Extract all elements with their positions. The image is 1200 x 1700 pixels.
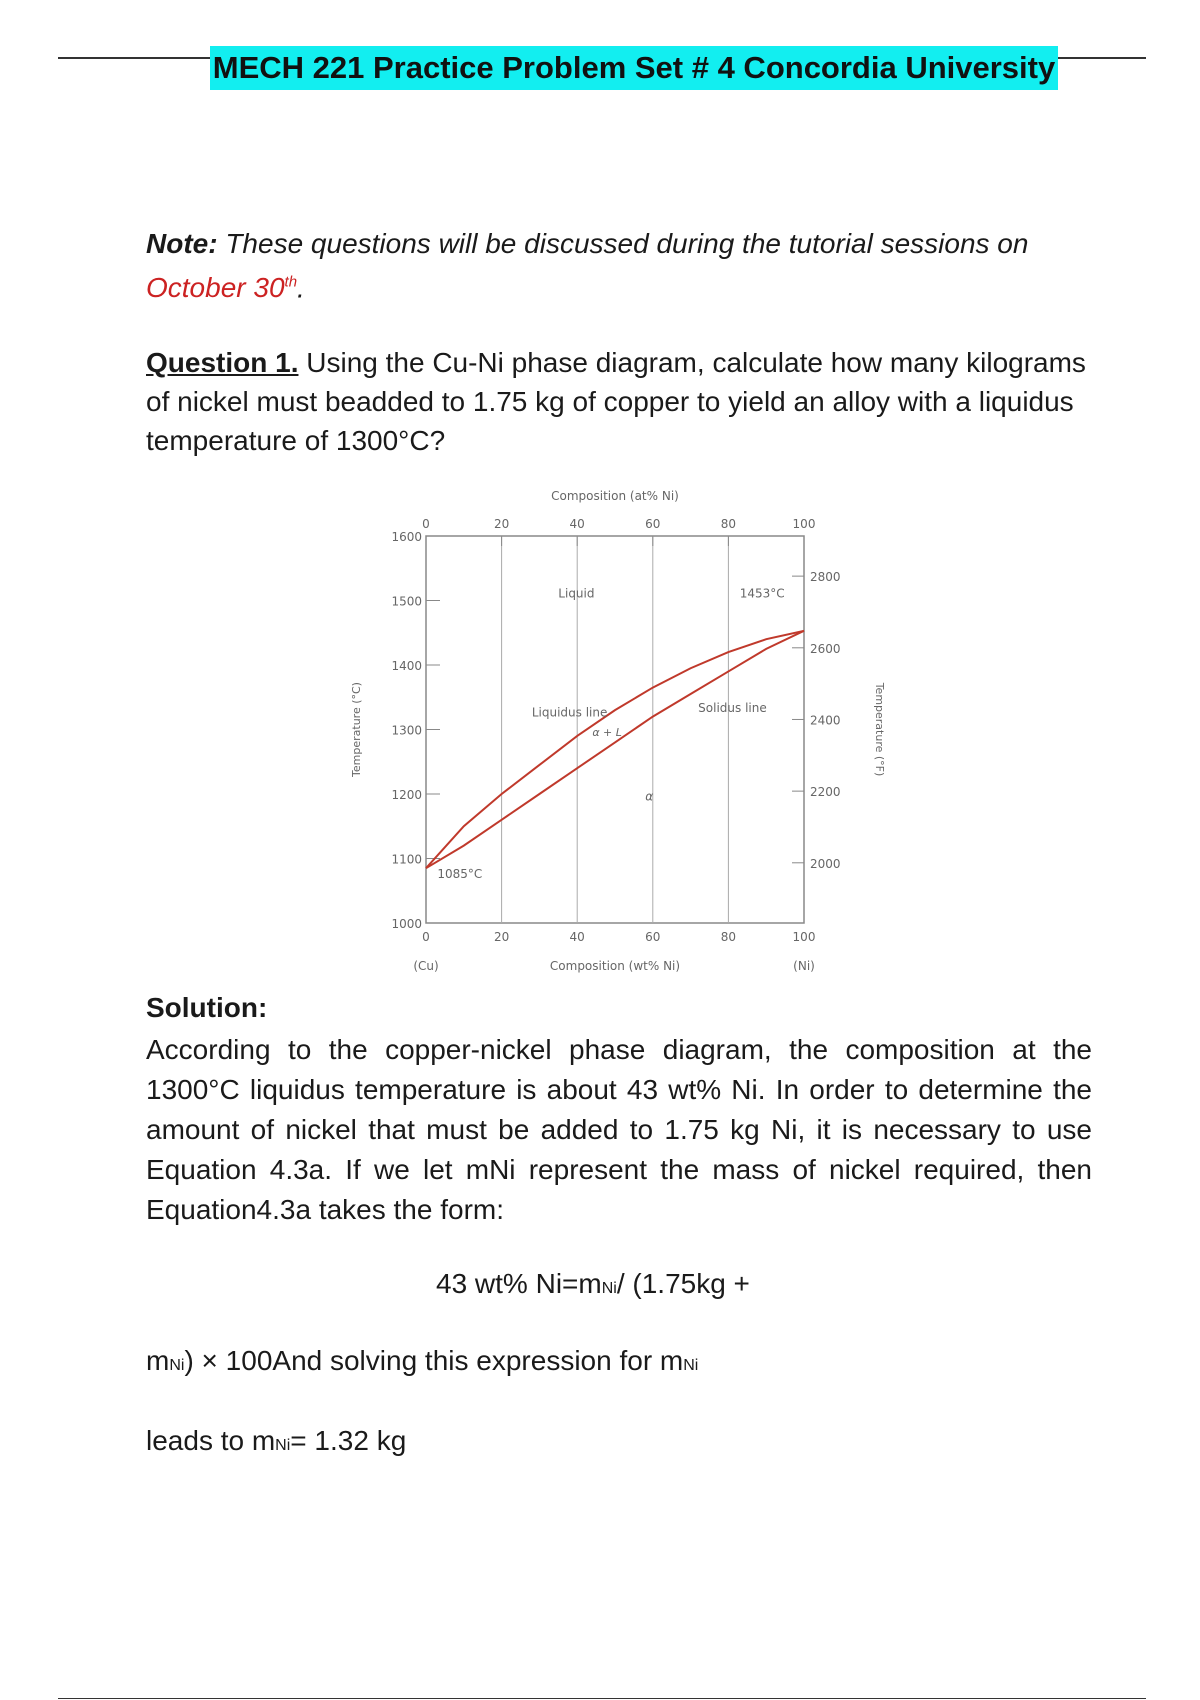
solution-body: According to the copper-nickel phase diagram, the composition at the 1300°C liquidus temperature is about 43 wt% Ni. In order to determine the amount of nickel that must be added to 1.75 kg Ni, it is necessary to use Equation 4.3a. If we let mNi represent the mass of nickel required, then Equation4.3a takes the form: <box>146 1034 1092 1225</box>
x-tick-label: 20 <box>493 930 510 944</box>
top-tick-label: 80 <box>720 517 737 531</box>
page-title: MECH 221 Practice Problem Set # 4 Concordia University <box>210 46 1058 90</box>
label-liquidus-line: Liquidus line <box>531 705 608 720</box>
bottom-rule <box>58 1698 1146 1699</box>
label-solidus-line: Solidus line <box>698 701 767 716</box>
y-tick-label: 1300 <box>391 723 422 738</box>
y-tick-label: 1600 <box>391 530 422 544</box>
line2-part-b: ) × 100And solving this expression for m <box>184 1345 684 1376</box>
y-tick-label: 1500 <box>391 594 422 609</box>
top-tick-label: 60 <box>645 517 661 531</box>
y-tick-label: 1400 <box>391 659 422 673</box>
label-liquid: Liquid <box>558 586 595 601</box>
y2-tick-label: 2600 <box>810 641 841 656</box>
solution-heading: Solution: <box>146 992 268 1023</box>
label-cu-melting-point: 1085°C <box>437 866 483 881</box>
question-1-text: Using the Cu-Ni phase diagram, calculate how many kilograms of nickel must beadded to 1.75 kg of copper to yield an alloy with a liquidus temperature of 1300°C? <box>146 347 1086 456</box>
equation-continuation <box>146 1345 698 1377</box>
line3-part-b: = 1.32 kg <box>290 1425 407 1456</box>
y-tick-label: 1200 <box>391 788 422 802</box>
x-end-label-cu: (Cu) <box>413 959 439 973</box>
top-tick-label: 40 <box>569 517 585 531</box>
note-text: These questions will be discussed during the tutorial sessions on <box>225 228 1029 259</box>
label-two-phase: α + L <box>592 725 622 739</box>
equation-part-b: / (1.75kg + <box>616 1268 750 1299</box>
line2-sub: Ni <box>169 1357 185 1374</box>
y2-tick-label: 2400 <box>810 713 841 728</box>
top-tick-label: 20 <box>493 517 510 531</box>
solidus-curve <box>426 631 804 868</box>
equation <box>436 1268 750 1300</box>
top-tick-label: 100 <box>792 517 816 531</box>
x-end-label-ni: (Ni) <box>793 959 815 973</box>
note-period: . <box>297 272 305 304</box>
y-axis-title: Temperature (°C) <box>350 682 363 777</box>
note-date-text: October 30 <box>146 272 285 304</box>
top-tick-label: 0 <box>422 517 430 531</box>
y2-tick-label: 2000 <box>810 856 841 871</box>
label-ni-melting-point: 1453°C <box>739 586 785 601</box>
note-date <box>146 272 297 303</box>
question-1-label: Question 1. <box>146 347 299 378</box>
line3-sub: Ni <box>275 1437 291 1454</box>
note-date-sup: th <box>284 274 298 291</box>
cu-ni-phase-diagram <box>340 480 886 973</box>
result-line <box>146 1425 406 1457</box>
equation-part-a: 43 wt% Ni=m <box>436 1268 602 1299</box>
x-tick-label: 40 <box>569 930 585 944</box>
top-axis-title: Composition (at% Ni) <box>551 489 679 503</box>
y2-axis-title: Temperature (°F) <box>873 682 886 777</box>
x-tick-label: 100 <box>792 930 816 944</box>
line3-part-a: leads to m <box>146 1425 276 1456</box>
y-tick-label: 1100 <box>391 852 422 867</box>
line2-part-a: m <box>146 1345 170 1376</box>
x-axis-title: Composition (wt% Ni) <box>549 959 681 973</box>
equation-sub: Ni <box>601 1280 617 1297</box>
question-1 <box>146 343 1092 460</box>
label-alpha: α <box>645 789 654 804</box>
x-tick-label: 0 <box>422 930 430 944</box>
note-label: Note: <box>146 228 218 259</box>
y-tick-label: 1000 <box>391 917 422 931</box>
x-tick-label: 80 <box>720 930 737 944</box>
y2-tick-label: 2200 <box>810 785 841 800</box>
line2-sub2: Ni <box>683 1357 699 1374</box>
y2-tick-label: 2800 <box>810 570 841 585</box>
x-tick-label: 60 <box>645 930 661 944</box>
note-paragraph <box>146 224 1092 307</box>
